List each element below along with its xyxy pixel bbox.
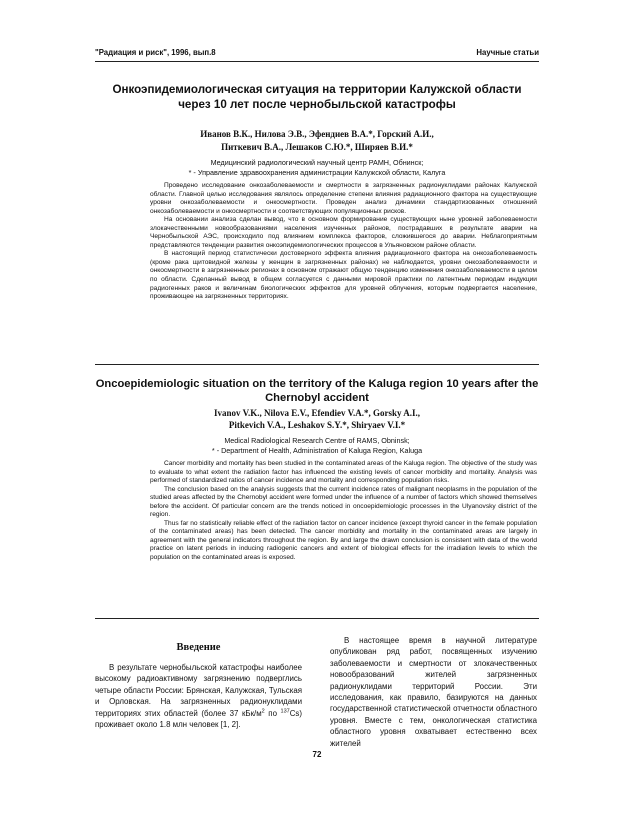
- superscript: 2: [261, 708, 265, 714]
- ru-abstract-paragraph: В настоящий период статистически достоверного эффекта влияния радиационного фактора на онкозаболеваемость (кроме рака щитовидной железы у женщин в загрязненных районах) не наблюдается, уровни онкозаболеваемости и онкосмертности в загрязненных регионах в основном отражают общую тенденцию изменения онкозаболеваемости в целом по области. Сделанный вывод в общем согласуется с данными мировой практики по латентным периодам индукции радиогенных раков и величинам биологических эффектов для уровней облучения, которым подвергается население, проживающее на загрязненных территориях.: [150, 250, 537, 301]
- section-heading: Введение: [176, 642, 221, 653]
- section-divider: [95, 364, 539, 365]
- body-paragraph: В настоящее время в научной литературе опубликован ряд работ, посвященных изучению заболеваемости и смертности от злокачественных новообразований жителей загрязненных радионуклидами территорий России. Эти исследования, как правило, базируются на данных государственной статистической отчетности областного уровня. Вместе с тем, онкологическая статистика областного уровня охватывает естественно всех жителей: [330, 636, 537, 748]
- journal-issue: "Радиация и риск", 1996, вып.8: [95, 48, 216, 57]
- en-abstract-paragraph: Thus far no statistically reliable effect of the radiation factor on cancer incidence (except thyroid cancer in the female population of the contaminated areas) has been detected. The cancer morbidity and mortality in the contaminated areas are largely in agreement with the general indicators throughout the region. By and large the drawn conclusion is consistent with data of the world practice on latent periods in inducing radiogenic cancers and extent of biological effects for the irradiation levels to which the population on the contaminated areas is exposed.: [150, 519, 537, 562]
- section-name: Научные статьи: [476, 48, 539, 57]
- superscript: 137: [280, 708, 290, 714]
- en-title: Oncoepidemiologic situation on the territory of the Kaluga region 10 years after the Chernobyl accident: [95, 378, 539, 404]
- intro-text: В результате чернобыльской катастрофы наиболее высокому радиоактивному загрязнению подверглись четыре области России: Брянская, Калужская, Тульская и Орловская. На загрязненных радионуклидами территориях этих областей (более 37 кБк/м: [95, 663, 302, 718]
- en-abstract: [150, 460, 537, 563]
- section-divider: [95, 618, 539, 619]
- ru-affiliation-line2: * - Управление здравоохранения администрации Калужской области, Калуга: [188, 168, 446, 177]
- ru-abstract: [150, 182, 537, 302]
- ru-affiliation-line1: Медицинский радиологический научный центр РАМН, Обнинск;: [210, 158, 424, 167]
- en-abstract-paragraph: Cancer morbidity and mortality has been studied in the contaminated areas of the Kaluga region. The objective of the study was to evaluate to what extent the radiation factor has influenced the existing levels of cancer morbidity and mortality. Analysis was performed of standardized ratios of cancer incidence and mortality and corresponding population risks.: [150, 460, 537, 485]
- header-rule: [95, 61, 539, 62]
- intro-text: Cs) проживает около 1.8 млн человек [1, 2].: [95, 708, 303, 730]
- en-authors-line1: Ivanov V.K., Nilova E.V., Efendiev V.A.*, Gorsky A.I.,: [214, 408, 420, 418]
- page-number: 72: [312, 750, 322, 759]
- ru-abstract-paragraph: На основании анализа сделан вывод, что в основном формирование существующих ныне уровней заболеваемости злокачественными новообразованиями населения изученных районов, пострадавших в результате аварии на Чернобыльской АЭС, происходило под влиянием комплекса факторов, сложившегося до аварии. Неблагоприятным представляются тенденции развития онкоэпидемиологических процессов в Ульяновском районе области.: [150, 216, 537, 249]
- ru-abstract-paragraph: Проведено исследование онкозаболеваемости и смертности в загрязненных радионуклидами районах Калужской области. Главной целью исследования являлось определение степени влияния радиационного фактора на существующие уровни онкозаболеваемости и онкосмертности. Проведен анализ динамики стандартизованных отношений онкозаболеваемости и онкосмертности и соответствующих популяционных рисков.: [150, 182, 537, 215]
- en-affiliation-line2: * - Department of Health, Administration of Kaluga Region, Kaluga: [211, 446, 423, 455]
- body-column-left: [95, 642, 302, 730]
- ru-authors-line2: Питкевич В.А., Лешаков С.Ю.*, Ширяев В.И.*: [221, 142, 413, 152]
- en-affiliation-line1: Medical Radiological Research Centre of RAMS, Obninsk;: [224, 436, 410, 445]
- ru-authors-line1: Иванов В.К., Нилова Э.В., Эфендиев В.А.*, Горский А.И.,: [200, 129, 434, 139]
- intro-paragraph: [95, 662, 302, 730]
- body-column-right: [330, 635, 537, 749]
- ru-title: Онкоэпидемиологическая ситуация на территории Калужской области через 10 лет после чернобыльской катастрофы: [112, 83, 522, 111]
- en-abstract-paragraph: The conclusion based on the analysis suggests that the current incidence rates of malignant neoplasms in the population of the studied areas affected by the Chernobyl accident were formed under the influence of a number of factors which showed themselves before the accident. Of particular concern are the trends noticed in oncoepidemiologic processes in the Ulyanovsky district of the region.: [150, 485, 537, 519]
- intro-text: по: [264, 708, 281, 718]
- en-authors-line2: Pitkevich V.A., Leshakov S.Y.*, Shiryaev V.I.*: [228, 420, 406, 430]
